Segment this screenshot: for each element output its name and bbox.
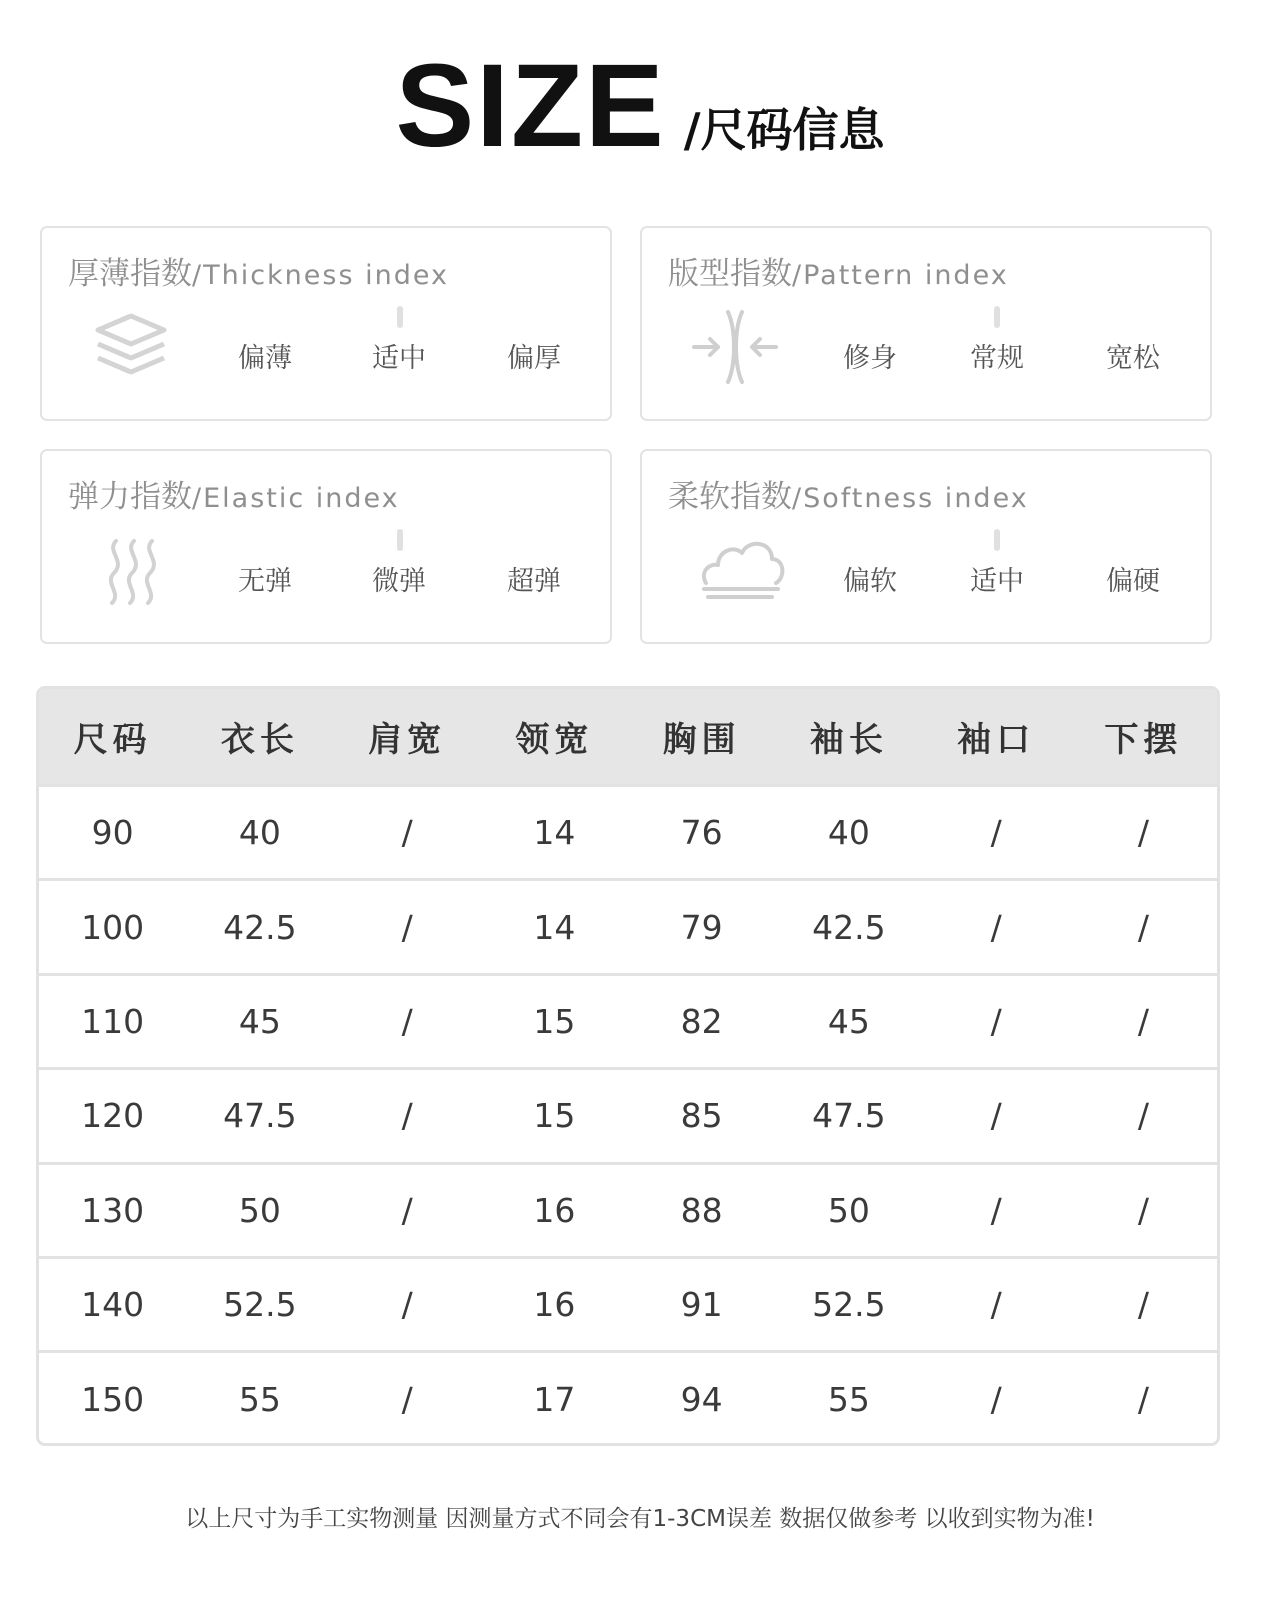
table-cell: / — [990, 1379, 1002, 1419]
option-high-stretch: 超弹 — [507, 566, 561, 597]
card-title: 厚薄指数/Thickness index — [68, 256, 449, 292]
option-slim: 修身 — [843, 343, 897, 374]
table-cell: / — [1137, 1001, 1149, 1041]
table-cell: / — [1137, 1190, 1149, 1230]
table-cell: 91 — [680, 1285, 723, 1325]
fit-arrows-icon — [690, 308, 780, 386]
table-cell: / — [990, 1096, 1002, 1136]
table-cell: 17 — [533, 1379, 576, 1419]
table-cell: / — [1137, 1096, 1149, 1136]
table-cell: 55 — [827, 1379, 870, 1419]
column-header: 袖口 — [957, 720, 1036, 760]
table-row — [39, 878, 1217, 972]
column-header: 肩宽 — [368, 720, 447, 760]
table-cell: 140 — [81, 1285, 145, 1325]
table-cell: 110 — [81, 1001, 145, 1041]
selection-marker — [397, 529, 403, 551]
table-cell: 100 — [81, 907, 145, 947]
column-header: 衣长 — [220, 720, 299, 760]
table-row — [39, 1350, 1217, 1444]
column-header: 袖长 — [809, 720, 888, 760]
table-cell: / — [990, 907, 1002, 947]
option-no-stretch: 无弹 — [238, 566, 292, 597]
table-cell: 90 — [91, 813, 134, 853]
table-cell: / — [401, 1285, 413, 1325]
table-cell: 40 — [238, 813, 281, 853]
card-title: 柔软指数/Softness index — [668, 479, 1029, 515]
page-title — [0, 38, 1280, 174]
table-row — [39, 973, 1217, 1067]
column-header: 胸围 — [662, 720, 741, 760]
pattern-index-card — [640, 226, 1212, 421]
table-cell: 50 — [827, 1190, 870, 1230]
table-cell: 15 — [533, 1096, 576, 1136]
table-cell: 47.5 — [812, 1096, 886, 1136]
option-thick: 偏厚 — [507, 343, 561, 374]
column-header: 下摆 — [1104, 720, 1183, 760]
table-cell: 42.5 — [223, 907, 297, 947]
table-cell: / — [1137, 813, 1149, 853]
table-cell: 40 — [827, 813, 870, 853]
table-cell: / — [990, 1190, 1002, 1230]
table-cell: 52.5 — [812, 1285, 886, 1325]
table-cell: / — [1137, 907, 1149, 947]
table-cell: 55 — [238, 1379, 281, 1419]
option-loose: 宽松 — [1106, 343, 1160, 374]
selection-marker — [994, 529, 1000, 551]
table-cell: / — [401, 813, 413, 853]
table-cell: / — [990, 1285, 1002, 1325]
cloud-icon — [698, 531, 788, 609]
table-cell: 76 — [680, 813, 723, 853]
title-size: SIZE — [395, 40, 666, 172]
table-cell: 50 — [238, 1190, 281, 1230]
option-medium: 适中 — [372, 343, 426, 374]
table-header — [39, 689, 1217, 784]
table-cell: 42.5 — [812, 907, 886, 947]
table-cell: 16 — [533, 1190, 576, 1230]
table-cell: / — [1137, 1379, 1149, 1419]
table-cell: 47.5 — [223, 1096, 297, 1136]
table-cell: / — [401, 1001, 413, 1041]
table-row — [39, 1067, 1217, 1161]
table-cell: / — [401, 1379, 413, 1419]
selection-marker — [994, 306, 1000, 328]
table-row — [39, 1256, 1217, 1350]
table-cell: 85 — [680, 1096, 723, 1136]
table-cell: 14 — [533, 813, 576, 853]
option-medium: 适中 — [970, 566, 1024, 597]
option-regular: 常规 — [970, 343, 1024, 374]
option-thin: 偏薄 — [238, 343, 292, 374]
option-slight-stretch: 微弹 — [372, 566, 426, 597]
wave-lines-icon — [86, 531, 176, 609]
elastic-index-card — [40, 449, 612, 644]
table-cell: 120 — [81, 1096, 145, 1136]
option-hard: 偏硬 — [1106, 566, 1160, 597]
selection-marker — [397, 306, 403, 328]
card-title: 版型指数/Pattern index — [668, 256, 1009, 292]
table-row — [39, 784, 1217, 878]
table-cell: 79 — [680, 907, 723, 947]
option-soft: 偏软 — [843, 566, 897, 597]
table-cell: / — [401, 1190, 413, 1230]
table-cell: 14 — [533, 907, 576, 947]
table-cell: 94 — [680, 1379, 723, 1419]
table-cell: / — [401, 1096, 413, 1136]
table-cell: 82 — [680, 1001, 723, 1041]
table-cell: 52.5 — [223, 1285, 297, 1325]
table-cell: 15 — [533, 1001, 576, 1041]
table-cell: / — [990, 1001, 1002, 1041]
table-cell: 45 — [238, 1001, 281, 1041]
column-header: 尺码 — [73, 720, 152, 760]
table-cell: 16 — [533, 1285, 576, 1325]
table-cell: / — [1137, 1285, 1149, 1325]
card-title: 弹力指数/Elastic index — [68, 479, 400, 515]
size-table — [36, 686, 1220, 1446]
thickness-index-card — [40, 226, 612, 421]
footer-note: 以上尺寸为手工实物测量 因测量方式不同会有1-3CM误差 数据仅做参考 以收到实物为准! — [185, 1506, 1095, 1532]
table-cell: 130 — [81, 1190, 145, 1230]
layers-icon — [86, 308, 176, 386]
table-cell: 45 — [827, 1001, 870, 1041]
table-cell: / — [990, 813, 1002, 853]
table-cell: 88 — [680, 1190, 723, 1230]
column-header: 领宽 — [515, 720, 594, 760]
table-body — [39, 784, 1217, 1445]
table-row — [39, 1162, 1217, 1256]
title-subtitle: /尺码信息 — [683, 103, 885, 157]
table-cell: / — [401, 907, 413, 947]
softness-index-card — [640, 449, 1212, 644]
table-cell: 150 — [81, 1379, 145, 1419]
